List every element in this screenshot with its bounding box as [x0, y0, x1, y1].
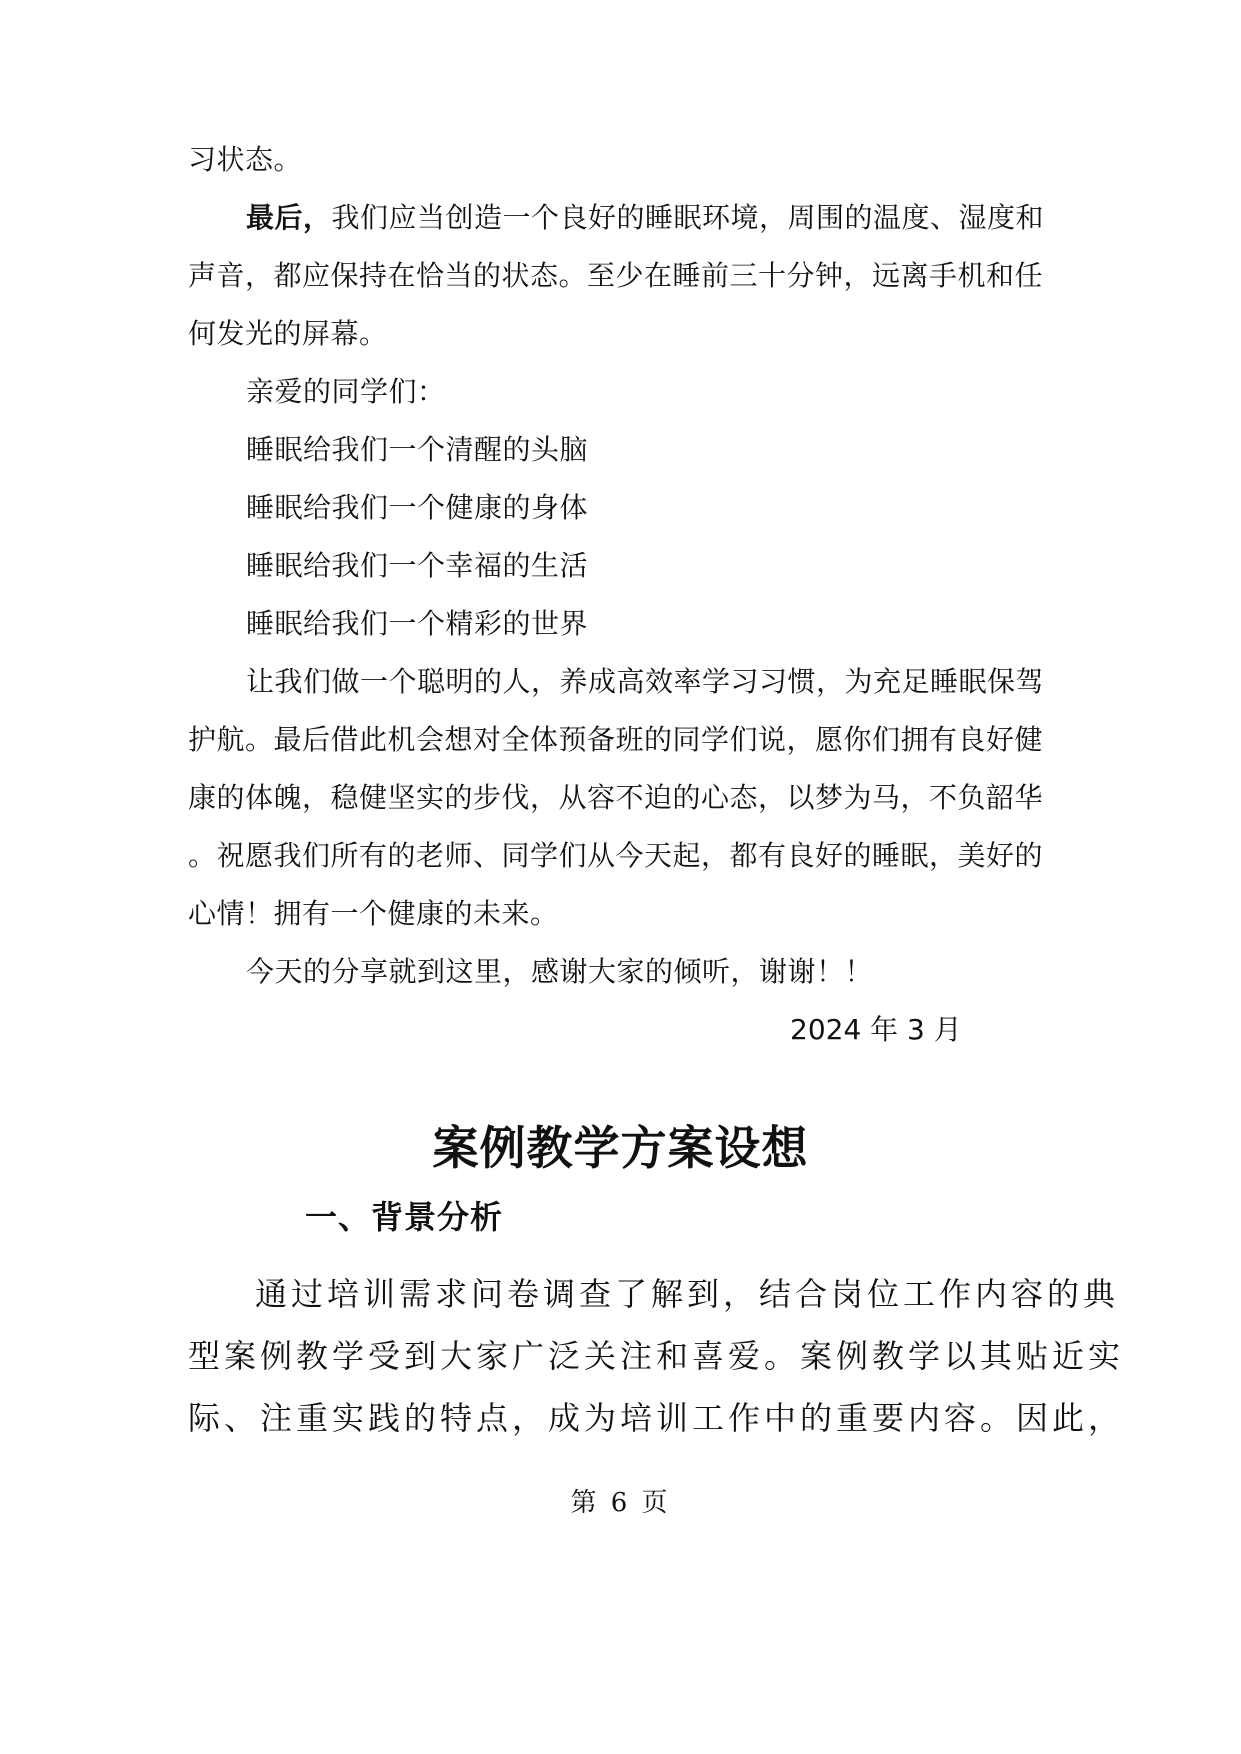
paragraph-line: 。祝愿我们所有的老师、同学们从今天起，都有良好的睡眠，美好的 — [188, 839, 1044, 872]
paragraph-line: 康的体魄，稳健坚实的步伐，从容不迫的心态，以梦为马，不负韶华 — [188, 781, 1044, 814]
document-title: 案例教学方案设想 — [432, 1121, 809, 1175]
paragraph-line: 际、注重实践的特点，成为培训工作中的重要内容。因此， — [188, 1399, 1125, 1437]
date-line: 2024 年 3 月 — [790, 1013, 962, 1046]
paragraph-line: 通过培训需求问卷调查了解到，结合岗位工作内容的典 — [255, 1275, 1120, 1313]
paragraph-line: 让我们做一个聪明的人，养成高效率学习习惯，为充足睡眠保驾 — [246, 665, 1045, 698]
paragraph-line: 何发光的屏幕。 — [188, 317, 388, 350]
verse-line: 睡眠给我们一个清醒的头脑 — [246, 433, 589, 466]
paragraph-line — [246, 198, 1116, 238]
salutation: 亲爱的同学们： — [246, 375, 446, 408]
paragraph-line: 型案例教学受到大家广泛关注和喜爱。案例教学以其贴近实 — [188, 1337, 1125, 1375]
paragraph-line: 习状态。 — [188, 143, 303, 176]
emphasis-text: 最后， — [246, 201, 332, 234]
paragraph-line: 心情！拥有一个健康的未来。 — [188, 897, 559, 930]
thanks-line: 今天的分享就到这里，感谢大家的倾听，谢谢！！ — [246, 955, 874, 988]
page-number: 第 6 页 — [570, 1488, 671, 1518]
paragraph-line: 护航。最后借此机会想对全体预备班的同学们说，愿你们拥有良好健 — [188, 723, 1044, 756]
verse-line: 睡眠给我们一个幸福的生活 — [246, 549, 589, 582]
verse-line: 睡眠给我们一个精彩的世界 — [246, 607, 589, 640]
paragraph-line: 声音，都应保持在恰当的状态。至少在睡前三十分钟，远离手机和任 — [188, 259, 1044, 292]
section-heading: 一、背景分析 — [305, 1198, 504, 1236]
verse-line: 睡眠给我们一个健康的身体 — [246, 491, 589, 524]
paragraph-text: 我们应当创造一个良好的睡眠环境，周围的温度、湿度和 — [331, 201, 1045, 234]
